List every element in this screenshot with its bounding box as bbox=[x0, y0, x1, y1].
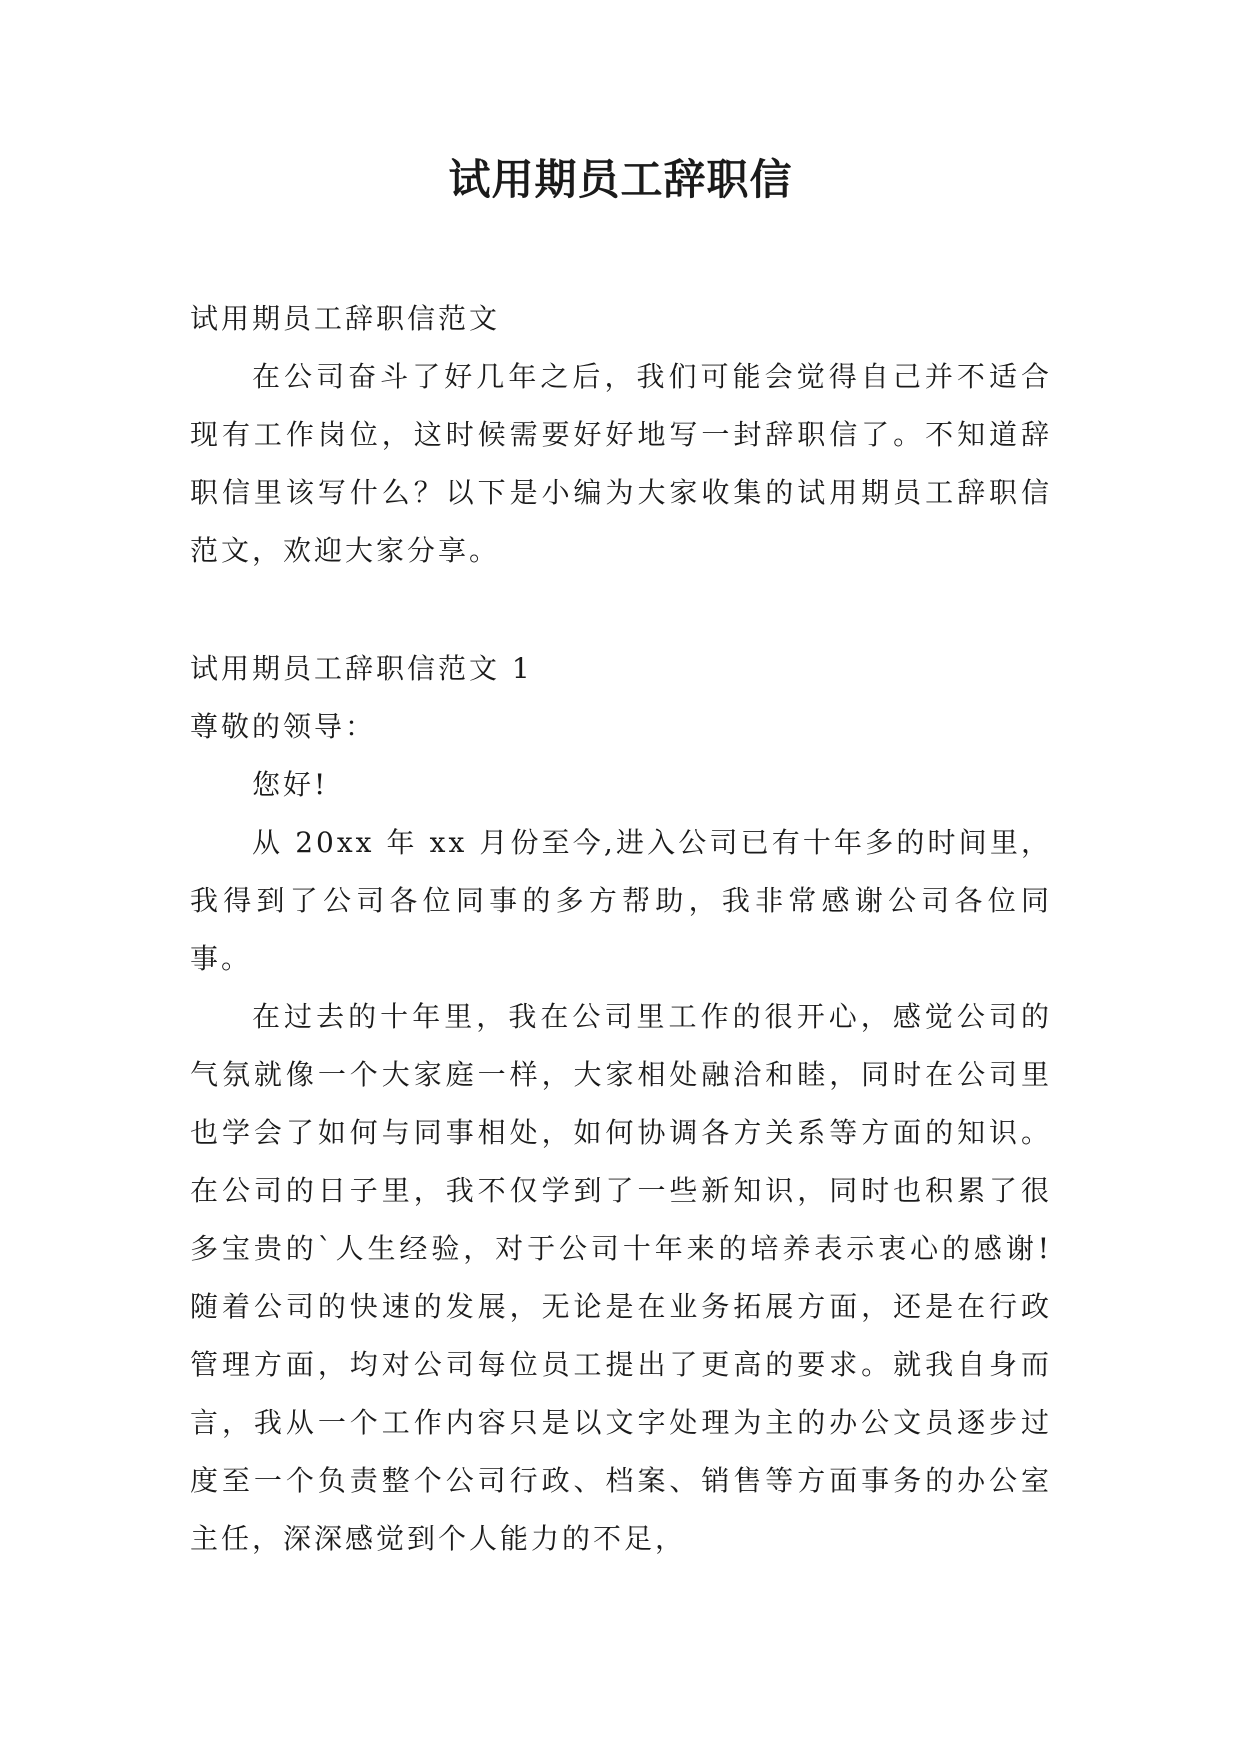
body-paragraph-1: 从 20xx 年 xx 月份至今,进入公司已有十年多的时间里，我得到了公司各位同事的多方帮助，我非常感谢公司各位同事。 bbox=[190, 826, 1052, 975]
subtitle: 试用期员工辞职信范文 bbox=[190, 302, 501, 335]
sample-heading: 试用期员工辞职信范文 1 bbox=[190, 652, 533, 685]
body-paragraph-2: 在过去的十年里，我在公司里工作的很开心，感觉公司的气氛就像一个大家庭一样，大家相处融洽和睦，同时在公司里也学会了如何与同事相处，如何协调各方关系等方面的知识。在公司的日子里，我不仅学到了一些新知识，同时也积累了很多宝贵的`人生经验，对于公司十年来的培养表示衷心的感谢!随着公司的快速的发展，无论是在业务拓展方面，还是在行政管理方面，均对公司每位员工提出了更高的要求。就我自身而言，我从一个工作内容只是以文字处理为主的办公文员逐步过度至一个负责整个公司行政、档案、销售等方面事务的办公室主任，深深感觉到个人能力的不足， bbox=[190, 1000, 1052, 1555]
greeting: 您好! bbox=[252, 768, 329, 801]
intro-paragraph: 在公司奋斗了好几年之后，我们可能会觉得自己并不适合现有工作岗位，这时候需要好好地写一封辞职信了。不知道辞职信里该写什么？以下是小编为大家收集的试用期员工辞职信范文，欢迎大家分享。 bbox=[190, 360, 1052, 567]
document-body bbox=[190, 290, 1052, 1568]
salutation: 尊敬的领导： bbox=[190, 710, 377, 743]
page-title: 试用期员工辞职信 bbox=[448, 155, 793, 204]
